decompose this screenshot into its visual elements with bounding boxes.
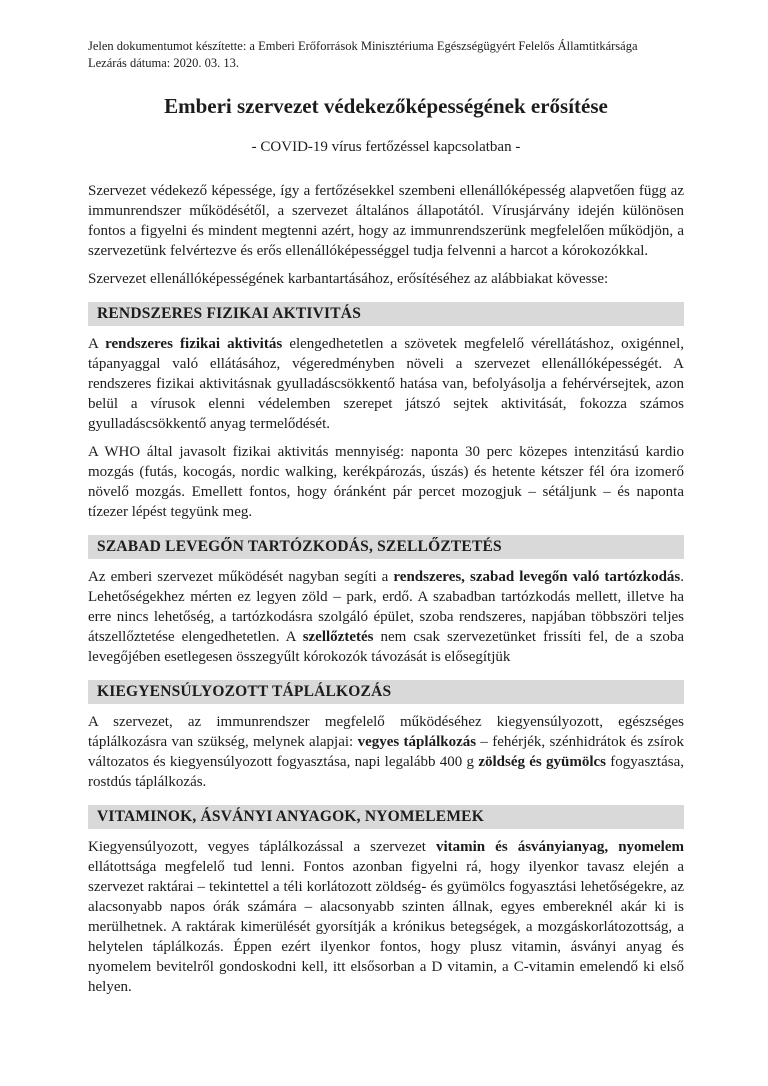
body-text: ellátottsága megfelelő tud lenni. Fontos azonban figyelni rá, hogy ilyenkor tavasz elején a szervezet raktárai – tekintettel a téli korlátozott zöldség- és gyümölcs fogyasztási lehetőségekre, az alacsonyabb napos órák számára – alacsonyabb szinten állnak, egyes embereknél akár ki is merülhetnek. A raktárak kimerülését gyorsítják a krónikus betegségek, a mozgáskorlátozottság, a helytelen táplálkozás. Éppen ezért ilyenkor fontos, hogy plusz vitamin, ásványi anyag és nyomelem bevitelről gondoskodni kell, itt elsősorban a D vitamin, a C-vitamin emelendő ki első helyen. [88, 859, 684, 995]
section-balanced-nutrition [88, 680, 684, 792]
section-regular-physical-activity [88, 302, 684, 522]
body-text: Az emberi szervezet működését nagyban segíti a [88, 569, 394, 585]
body-text: A [88, 336, 106, 352]
section-paragraph [88, 334, 684, 434]
closing-date-text: Lezárás dátuma: 2020. 03. 13. [88, 56, 239, 70]
emphasized-text: rendszeres fizikai aktivitás [105, 336, 283, 352]
section-paragraph [88, 567, 684, 667]
section-paragraph [88, 712, 684, 792]
section-vitamins-minerals [88, 805, 684, 997]
emphasized-text: szellőztetés [302, 629, 374, 645]
body-text: Kiegyensúlyozott, vegyes táplálkozással a szervezet [88, 839, 436, 855]
document-meta [88, 38, 684, 72]
prepared-by-text: Jelen dokumentumot készítette: a Emberi Erőforrások Minisztériuma Egészségügyért Felelős Államtitkársága [88, 39, 638, 53]
emphasized-text: zöldség és gyümölcs [478, 754, 607, 770]
emphasized-text: vegyes táplálkozás [357, 734, 477, 750]
body-text: Szervezet ellenállóképességének karbantartásához, erősítéséhez az alábbiakat kövesse: [88, 271, 609, 287]
body-text: Szervezet védekező képessége, így a fertőzésekkel szembeni ellenállóképesség alapvetően függ az immunrendszer működésétől, a szervezet általános állapotától. Vírusjárvány idején különösen fontos a figyelni és mindent megtenni azért, hogy az immunrendszerünk megfelelően működjön, a szervezetünk felvértezve és erős ellenállóképességgel tudja felvenni a harcot a kórokozókkal. [88, 183, 684, 259]
body-text: elengedhetetlen a szövetek megfelelő vérellátáshoz, oxigénnel, tápanyaggal való ellátásához, végeredményben növeli a szervezet ellenállóképességét. A rendszeres fizikai aktivitásnak gyulladáscsökkentő hatása van, befolyásolja a fehérvérsejtek, azon belül a vírusok elenni védelemben szerepet játszó sejtek aktivitását, fokozza számos gyulladáscsökkentő anyag termelődését. [88, 336, 684, 432]
emphasized-text: vitamin és ásványianyag, nyomelem [435, 839, 685, 855]
document-subtitle: - COVID-19 vírus fertőzéssel kapcsolatban - [251, 139, 521, 155]
section-fresh-air-ventilation [88, 535, 684, 667]
body-text: . Lehetőségekhez mérten ez legyen zöld – park, erdő. A szabadban tartózkodás mellett, illetve ha erre nincs lehetőség, a tartózkodásra szolgáló épület, szoba rendszeres, napjában többszöri teljes átszellőztetése elengedhetetlen. A [88, 569, 684, 645]
body-text: fogyasztása, rostdús táplálkozás. [88, 754, 685, 790]
body-text: A WHO által javasolt fizikai aktivitás mennyiség: naponta 30 perc közepes intenzitású kardio mozgás (futás, kocogás, nordic walking, kerékpározás, úszás) és hetente kétszer fél óra izomerő növelő mozgás. Emellett fontos, hogy óránként pár percet mozogjuk – sétáljunk – és naponta tízezer lépést tegyünk meg. [88, 444, 684, 520]
emphasized-text: rendszeres, szabad levegőn való tartózkodás [393, 569, 681, 585]
section-heading-fresh-air: SZABAD LEVEGŐN TARTÓZKODÁS, SZELLŐZTETÉS [88, 535, 684, 559]
intro-paragraph-1 [88, 181, 684, 261]
section-paragraph [88, 442, 684, 522]
section-heading-nutrition: KIEGYENSÚLYOZOTT TÁPLÁLKOZÁS [88, 680, 684, 704]
document-title: Emberi szervezet védekezőképességének erősítése [164, 94, 608, 118]
section-heading-vitamins: VITAMINOK, ÁSVÁNYI ANYAGOK, NYOMELEMEK [88, 805, 684, 829]
body-text: A szervezet, az immunrendszer megfelelő működéséhez kiegyensúlyozott, egészséges táplálkozásra van szükség, melynek alapjai: [88, 714, 684, 750]
body-text: – fehérjék, szénhidrátok és zsírok változatos és kiegyensúlyozott fogyasztása, napi legalább 400 g [88, 734, 684, 770]
intro-paragraph-2 [88, 269, 684, 289]
body-text: nem csak szervezetünket frissíti fel, de a szoba levegőjében esetlegesen összegyűlt kórokozók távozását is elősegítjük [88, 629, 684, 665]
section-paragraph [88, 837, 684, 997]
section-heading-physical-activity: RENDSZERES FIZIKAI AKTIVITÁS [88, 302, 684, 326]
